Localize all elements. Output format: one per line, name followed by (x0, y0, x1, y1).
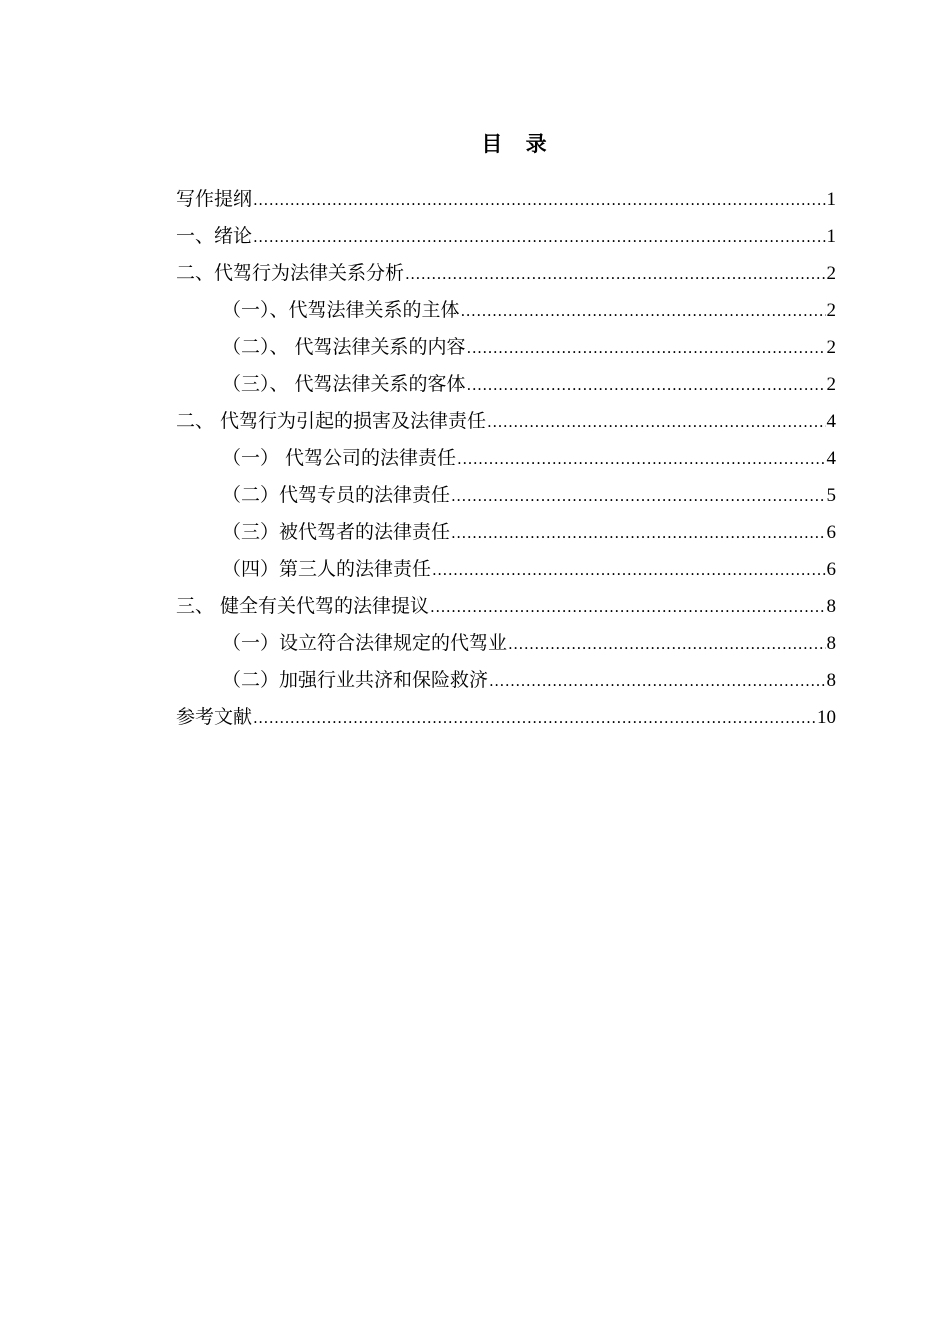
toc-entry[interactable] (176, 514, 836, 551)
toc-entry-text: （三）、 代驾法律关系的客体 (222, 373, 466, 395)
toc-entry-text: （一）、代驾法律关系的主体 (222, 299, 460, 321)
toc-page-number: 2 (826, 263, 836, 284)
toc-page-number: 1 (826, 189, 836, 210)
toc-page-number: 8 (826, 670, 836, 691)
toc-entry-text: （二）、 代驾法律关系的内容 (222, 336, 466, 358)
toc-page-number: 4 (826, 411, 836, 432)
toc-entry[interactable] (176, 662, 836, 699)
toc-entry-text: 二、 代驾行为引起的损害及法律责任 (176, 410, 487, 432)
toc-title: 目 录 (481, 132, 555, 156)
toc-page-number: 8 (826, 633, 836, 654)
toc-entry[interactable] (176, 440, 836, 477)
toc-entry-text: （四）第三人的法律责任 (222, 558, 432, 580)
toc-page-number: 1 (826, 226, 836, 247)
toc-dot-leader (430, 589, 825, 626)
toc-dot-leader (451, 478, 825, 515)
toc-entry[interactable] (176, 181, 836, 218)
toc-dot-leader (253, 700, 816, 737)
toc-entry[interactable] (176, 588, 836, 625)
toc-entry-text: （二）加强行业共济和保险救济 (222, 669, 489, 691)
toc-entry-text: 参考文献 (176, 706, 253, 728)
table-of-contents (176, 181, 836, 736)
toc-entry-text: （一）设立符合法律规定的代驾业 (222, 632, 508, 654)
toc-page-number: 6 (826, 522, 836, 543)
toc-entry[interactable] (176, 403, 836, 440)
toc-page-number: 10 (817, 707, 836, 728)
toc-entry-text: 写作提纲 (176, 188, 253, 210)
toc-dot-leader (253, 219, 825, 256)
toc-page-number: 4 (826, 448, 836, 469)
toc-entry-text: （二）代驾专员的法律责任 (222, 484, 451, 506)
toc-dot-leader (461, 293, 826, 330)
toc-dot-leader (508, 626, 825, 663)
toc-page-number: 6 (826, 559, 836, 580)
toc-dot-leader (487, 404, 825, 441)
toc-page-number: 2 (826, 337, 836, 358)
toc-dot-leader (432, 552, 825, 589)
toc-entry-text: 一、绪论 (176, 225, 253, 247)
toc-entry[interactable] (176, 329, 836, 366)
toc-entry[interactable] (176, 292, 836, 329)
toc-entry-text: 二、代驾行为法律关系分析 (176, 262, 405, 284)
toc-dot-leader (467, 367, 826, 404)
toc-entry-text: 三、 健全有关代驾的法律提议 (176, 595, 430, 617)
toc-dot-leader (253, 182, 825, 219)
toc-entry[interactable] (176, 218, 836, 255)
toc-dot-leader (405, 256, 825, 293)
toc-entry[interactable] (176, 477, 836, 514)
toc-page-number: 2 (826, 374, 836, 395)
toc-entry-text: （一） 代驾公司的法律责任 (222, 447, 457, 469)
toc-page-number: 2 (826, 300, 836, 321)
toc-entry-text: （三）被代驾者的法律责任 (222, 521, 451, 543)
toc-dot-leader (467, 330, 826, 367)
toc-dot-leader (489, 663, 825, 700)
toc-entry[interactable] (176, 255, 836, 292)
toc-dot-leader (457, 441, 825, 478)
toc-page-number: 5 (826, 485, 836, 506)
toc-entry[interactable] (176, 366, 836, 403)
toc-page-number: 8 (826, 596, 836, 617)
toc-entry[interactable] (176, 625, 836, 662)
toc-dot-leader (451, 515, 825, 552)
toc-entry[interactable] (176, 699, 836, 736)
toc-entry[interactable] (176, 551, 836, 588)
